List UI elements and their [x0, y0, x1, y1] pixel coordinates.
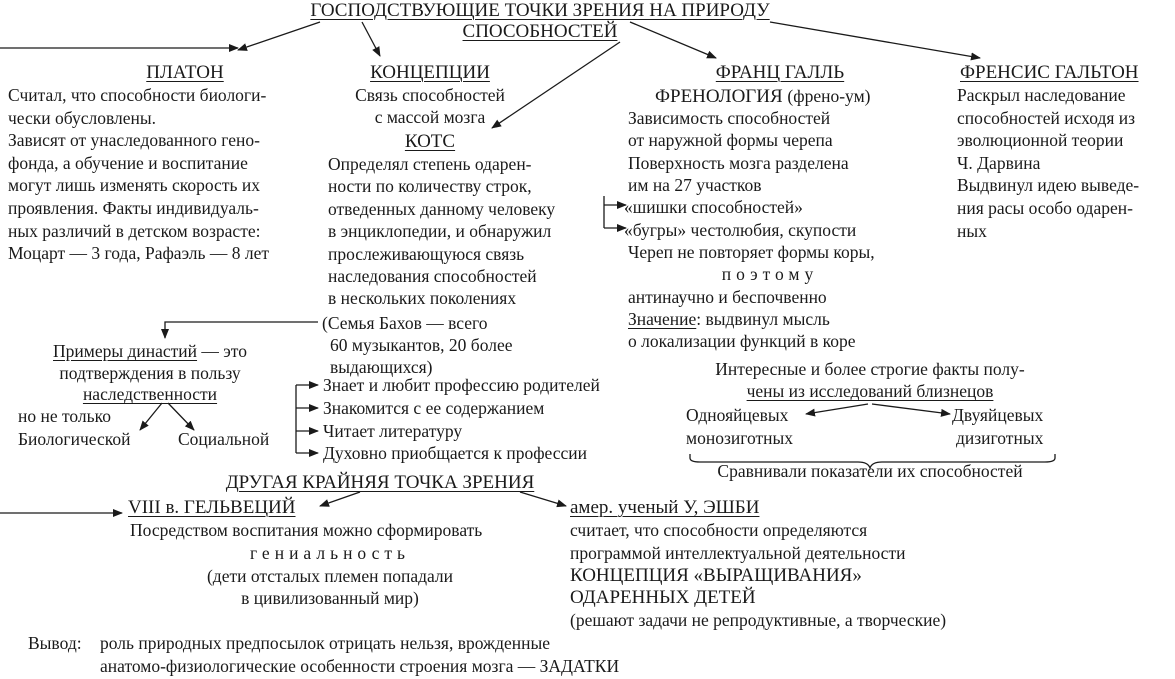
- phrenology-heading: [655, 85, 870, 108]
- helvetius-heading: VIII в. ГЕЛЬВЕЦИЙ: [128, 497, 296, 518]
- title-line1: ГОСПОДСТВУЮЩИЕ ТОЧКИ ЗРЕНИЯ НА ПРИРОДУ: [310, 0, 770, 21]
- dynasties-line2: подтверждения в пользу: [59, 363, 241, 383]
- bach-line: выдающихся): [330, 357, 433, 377]
- ashby-line: программой интеллектуальной деятельности: [570, 543, 906, 563]
- arrow-view-to-helvetius: [320, 492, 360, 506]
- kots-heading: КОТС: [404, 131, 456, 152]
- galton-line: ных: [957, 220, 987, 241]
- phrenology-title: ФРЕНОЛОГИЯ: [655, 86, 783, 107]
- concepts-line: с массой мозга: [374, 107, 486, 127]
- gall-conclusion: антинаучно и беспочвенно: [628, 287, 827, 307]
- kots-line: Определял степень одарен-: [328, 154, 532, 174]
- ashby-note: (решают задачи не репродуктивные, а творческие): [570, 610, 947, 630]
- concepts-line: Связь способностей: [355, 85, 505, 105]
- galton-line: способностей исходя из: [957, 107, 1136, 128]
- mono-text2: монозиготных: [686, 428, 793, 448]
- gall-line: Поверхность мозга разделена: [628, 152, 849, 173]
- galton-line: Раскрыл наследование: [957, 85, 1126, 105]
- kots-line: отведенных данному человеку: [328, 198, 556, 219]
- galton-line: Ч. Дарвина: [957, 152, 1041, 173]
- dynasties-line3: [20, 383, 280, 406]
- biological-text: Биологической: [18, 429, 131, 449]
- gall-meaning: [628, 308, 830, 331]
- dynasties-line1: [20, 340, 280, 363]
- phrenology-note: (френо-ум): [787, 86, 871, 106]
- arrow-heredity-to-bio: [140, 403, 162, 430]
- twins-line2: [660, 380, 1080, 403]
- social-text: Социальной: [178, 429, 270, 449]
- arrow-bach-to-dynasties: [165, 322, 318, 338]
- conclusion-line1: роль природных предпосылок отрицать нельзя, врожденные: [100, 633, 551, 653]
- gall-line: им на 27 участков: [628, 174, 762, 195]
- not-only-text: но не только: [18, 406, 112, 426]
- family-item: Духовно приобщается к профессии: [323, 443, 588, 463]
- twins-underlined: чены из исследований близнецов: [746, 381, 994, 401]
- gall-line: Зависимость способностей: [628, 108, 831, 128]
- dynasties-label: Примеры династий: [53, 341, 198, 361]
- twins-line1: Интересные и более строгие факты полу-: [715, 359, 1025, 379]
- bach-line: 60 музыкантов, 20 более: [330, 335, 513, 355]
- ashby-line: считает, что способности определяются: [570, 520, 868, 540]
- helvetius-line4: в цивилизованный мир): [241, 588, 419, 608]
- arrow-heredity-to-social: [168, 403, 194, 430]
- plato-line: Моцарт — 3 года, Рафаэль — 8 лет: [8, 243, 269, 264]
- plato-line: фонда, а обучение и воспитание: [8, 152, 248, 173]
- other-view-heading: ДРУГАЯ КРАЙНЯЯ ТОЧКА ЗРЕНИЯ: [225, 472, 535, 493]
- helvetius-line1: Посредством воспитания можно сформировать: [130, 520, 483, 540]
- kots-line: наследования способностей: [328, 266, 537, 286]
- kots-line: в нескольких поколениях: [328, 288, 517, 309]
- therefore-word: поэтому: [721, 264, 819, 284]
- mono-text1: Однояйцевых: [686, 405, 789, 425]
- plato-heading: ПЛАТОН: [146, 62, 224, 83]
- title-line2: СПОСОБНОСТЕЙ: [462, 21, 618, 42]
- diagram-title-line2: [240, 21, 840, 43]
- concepts-heading: КОНЦЕПЦИИ: [370, 62, 490, 83]
- genius-word: гениальность: [249, 543, 411, 563]
- gall-line: «шишки способностей»: [624, 197, 803, 218]
- kots-line: прослеживающуюся связь: [328, 243, 525, 264]
- family-item: Читает литературу: [323, 421, 463, 441]
- family-item: Знакомится с ее содержанием: [323, 398, 545, 418]
- conclusion-line2: анатомо-физиологические особенности строения мозга — ЗАДАТКИ: [100, 656, 620, 676]
- galton-line: эволюционной теории: [957, 130, 1124, 151]
- arrow-twins-to-di: [872, 404, 950, 414]
- ashby-heading: амер. ученый У, ЭШБИ: [570, 497, 760, 518]
- gall-line: «бугры» честолюбия, скупости: [624, 219, 857, 240]
- arrow-twins-to-mono: [806, 404, 868, 414]
- dynasties-text: — это: [197, 341, 247, 361]
- plato-line: могут лишь изменять скорость их: [8, 175, 260, 196]
- galton-line: ния расы особо одарен-: [957, 198, 1133, 218]
- ashby-concept1: КОНЦЕПЦИЯ «ВЫРАЩИВАНИЯ»: [570, 565, 862, 586]
- galton-line: Выдвинул идею выведе-: [957, 175, 1140, 196]
- meaning-label: Значение: [628, 309, 697, 329]
- plato-line: чески обусловлены.: [8, 107, 157, 128]
- plato-line: проявления. Факты индивидуаль-: [8, 198, 259, 218]
- kots-line: ности по количеству строк,: [328, 176, 532, 197]
- gall-heading: ФРАНЦ ГАЛЛЬ: [715, 62, 845, 83]
- plato-line: Считал, что способности биологи-: [8, 85, 267, 105]
- gall-line: от наружной формы черепа: [628, 130, 833, 151]
- twins-compare: Сравнивали показатели их способностей: [717, 461, 1023, 481]
- ashby-concept2: ОДАРЕННЫХ ДЕТЕЙ: [570, 587, 756, 608]
- gall-line: Череп не повторяет формы коры,: [628, 241, 875, 262]
- family-item: Знает и любит профессию родителей: [323, 375, 600, 395]
- meaning-text: : выдвинул мысль: [696, 309, 830, 329]
- di-text2: дизиготных: [956, 428, 1044, 448]
- galton-heading: ФРЕНСИС ГАЛЬТОН: [960, 62, 1139, 83]
- gall-meaning-line2: о локализации функций в коре: [628, 331, 856, 351]
- kots-line: в энциклопедии, и обнаружил: [328, 221, 552, 242]
- arrow-view-to-ashby: [520, 492, 566, 506]
- di-text1: Двуяйцевых: [952, 405, 1044, 425]
- conclusion-label: Вывод:: [28, 633, 82, 653]
- diagram-title: [240, 0, 840, 22]
- helvetius-line3: (дети отсталых племен попадали: [206, 566, 454, 586]
- heredity-word: наследственности: [82, 384, 218, 404]
- plato-line: Зависят от унаследованного гено-: [8, 130, 260, 151]
- plato-line: ных различий в детском возрасте:: [8, 220, 261, 241]
- bach-line: (Семья Бахов — всего: [322, 313, 488, 333]
